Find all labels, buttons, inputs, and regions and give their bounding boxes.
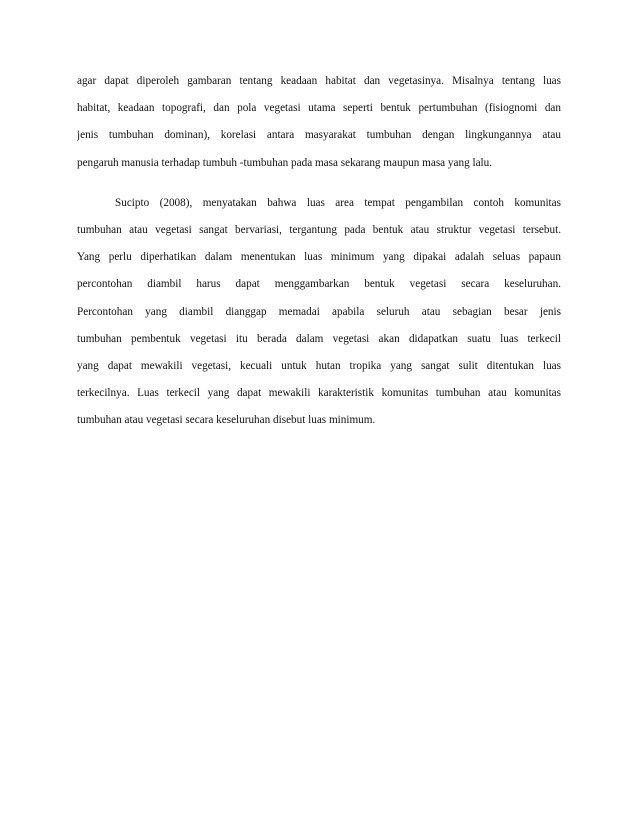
text-line: pengaruh manusia terhadap tumbuh -tumbuhan pada masa sekarang maupun masa yang lalu.: [77, 156, 493, 169]
text-line: percontohan diambil harus dapat menggambarkan bentuk vegetasi secara keseluruhan.: [77, 278, 561, 291]
paragraph-luas-minimum: [77, 190, 561, 435]
text-line: Yang perlu diperhatikan dalam menentukan luas minimum yang dipakai adalah seluas papaun: [77, 251, 561, 264]
text-line: jenis tumbuhan dominan), korelasi antara masyarakat tumbuhan dengan lingkungannya atau: [77, 129, 561, 142]
text-line: Percontohan yang diambil dianggap memadai apabila seluruh atau sebagian besar jenis: [77, 305, 561, 318]
text-line: tumbuhan atau vegetasi secara keseluruhan disebut luas minimum.: [77, 414, 376, 427]
text-line: Sucipto (2008), menyatakan bahwa luas area tempat pengambilan contoh komunitas: [115, 196, 561, 209]
paragraph-spacer: [77, 177, 561, 190]
text-line: terkecilnya. Luas terkecil yang dapat mewakili karakteristik komunitas tumbuhan atau komunitas: [77, 387, 561, 400]
paragraph-habitat: [77, 68, 561, 177]
text-line: tumbuhan atau vegetasi sangat bervariasi, tergantung pada bentuk atau struktur vegetasi tersebut.: [77, 223, 561, 236]
text-line: habitat, keadaan topografi, dan pola vegetasi utama seperti bentuk pertumbuhan (fisiognomi dan: [77, 102, 561, 115]
document-body: [77, 68, 561, 434]
text-line: agar dapat diperoleh gambaran tentang keadaan habitat dan vegetasinya. Misalnya tentang luas: [77, 75, 561, 87]
text-line: yang dapat mewakili vegetasi, kecuali untuk hutan tropika yang sangat sulit ditentukan luas: [77, 359, 561, 372]
text-line: tumbuhan pembentuk vegetasi itu berada dalam vegetasi akan didapatkan suatu luas terkecil: [77, 332, 561, 345]
